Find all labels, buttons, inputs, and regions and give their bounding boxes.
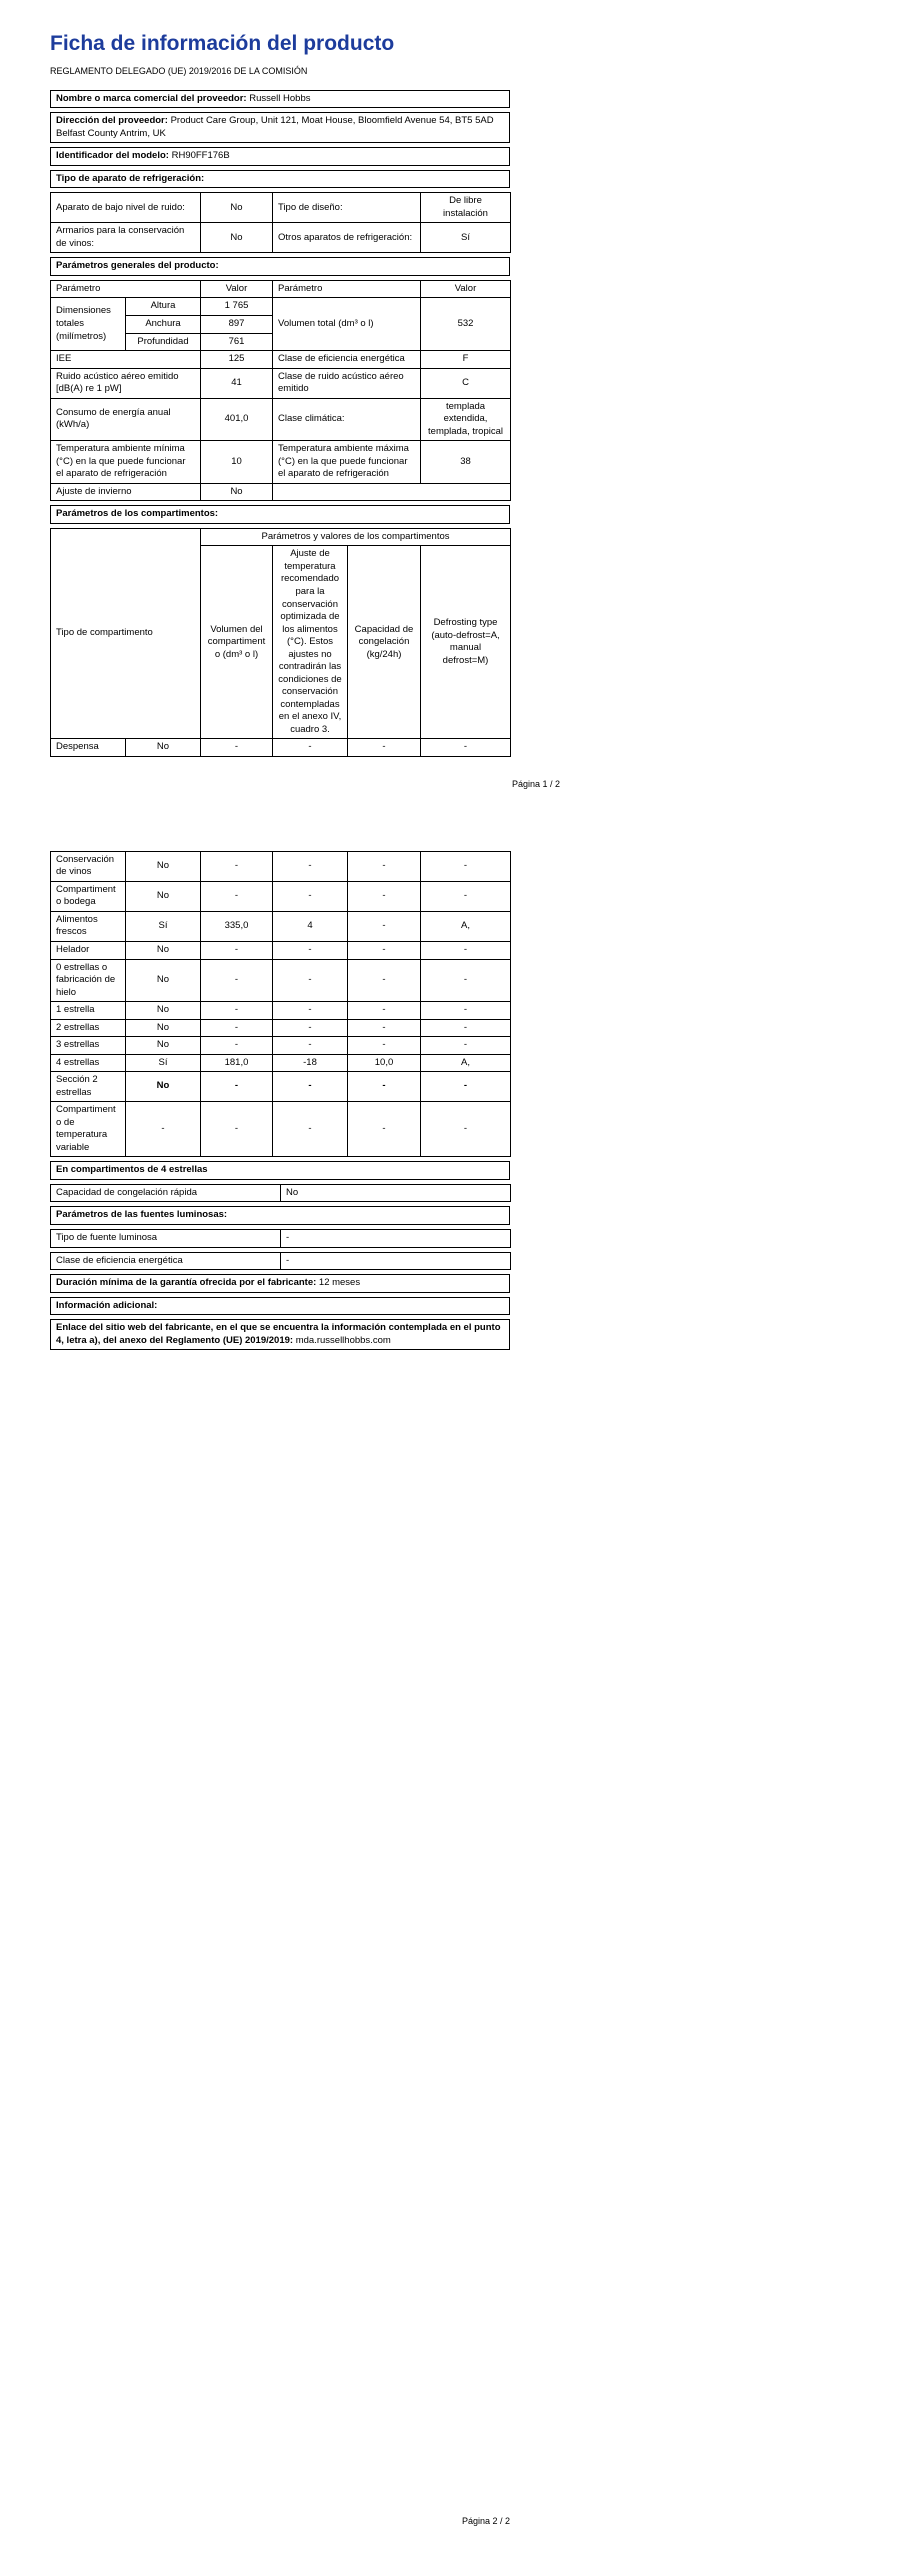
param-value: No bbox=[201, 193, 273, 223]
dimension-name: Altura bbox=[126, 298, 201, 316]
supplier-name-row bbox=[50, 90, 510, 109]
compartment-freeze: 10,0 bbox=[348, 1054, 421, 1072]
compartment-name: Helador bbox=[51, 941, 126, 959]
compartment-present: - bbox=[126, 1102, 201, 1157]
light-sources-section-header-label: Parámetros de las fuentes luminosas: bbox=[51, 1207, 510, 1225]
param-value: No bbox=[201, 223, 273, 253]
compartments-table-continued bbox=[50, 851, 511, 1158]
additional-info-section-header-label: Información adicional: bbox=[51, 1297, 510, 1315]
compartment-row bbox=[51, 881, 511, 911]
compartment-volume: - bbox=[201, 851, 273, 881]
compartment-defrost: - bbox=[421, 739, 511, 757]
param-label: Aparato de bajo nivel de ruido: bbox=[51, 193, 201, 223]
general-param-row bbox=[51, 398, 511, 441]
regulation-line: REGLAMENTO DELEGADO (UE) 2019/2016 DE LA COMISIÓN bbox=[50, 65, 308, 76]
param-value: F bbox=[421, 351, 511, 369]
compartment-freeze: - bbox=[348, 911, 421, 941]
col-header-valor: Valor bbox=[421, 280, 511, 298]
light-source-label: Clase de eficiencia energética bbox=[51, 1252, 281, 1270]
compartment-name: Compartimento de temperatura variable bbox=[51, 1102, 126, 1157]
website-label: Enlace del sitio web del fabricante, en el que se encuentra la información contemplada en el punto 4, letra a), del anexo del Reglamento (UE) 2019/2019: bbox=[56, 1322, 501, 1346]
light-source-value: - bbox=[281, 1230, 511, 1248]
compartment-temp: - bbox=[273, 1072, 348, 1102]
param-label: Armarios para la conservación de vinos: bbox=[51, 223, 201, 253]
winter-setting-row bbox=[51, 483, 511, 501]
compartment-freeze: - bbox=[348, 881, 421, 911]
model-id-value: RH90FF176B bbox=[171, 150, 230, 162]
compartment-row bbox=[51, 1054, 511, 1072]
compartment-name: 0 estrellas o fabricación de hielo bbox=[51, 959, 126, 1002]
compartment-row bbox=[51, 1037, 511, 1055]
compartment-volume: - bbox=[201, 739, 273, 757]
page-2-footer: Página 2 / 2 bbox=[461, 2516, 510, 2526]
total-volume-value: 532 bbox=[421, 298, 511, 351]
col-header-compartment-type: Tipo de compartimento bbox=[51, 528, 201, 739]
compartment-temp: 4 bbox=[273, 911, 348, 941]
dimension-value: 1 765 bbox=[201, 298, 273, 316]
general-params-table bbox=[50, 280, 511, 501]
compartment-defrost: A, bbox=[421, 1054, 511, 1072]
param-value: No bbox=[201, 483, 273, 501]
general-params-section-header bbox=[50, 257, 510, 276]
compartment-name: 4 estrellas bbox=[51, 1054, 126, 1072]
col-header-volume: Volumen del compartimento (dm³ o l) bbox=[201, 546, 273, 739]
supplier-address-row bbox=[50, 112, 510, 143]
compartment-present: Sí bbox=[126, 911, 201, 941]
compartment-volume: - bbox=[201, 1102, 273, 1157]
compartment-defrost: - bbox=[421, 1002, 511, 1020]
compartment-name: 3 estrellas bbox=[51, 1037, 126, 1055]
compartments-section-header-label: Parámetros de los compartimentos: bbox=[51, 506, 510, 524]
compartment-row bbox=[51, 941, 511, 959]
page-2 bbox=[50, 851, 510, 1350]
compartment-defrost: - bbox=[421, 881, 511, 911]
compartment-present: No bbox=[126, 851, 201, 881]
page-1-footer: Página 1 / 2 bbox=[511, 778, 560, 789]
website-cell bbox=[51, 1320, 510, 1350]
compartment-name: Conservación de vinos bbox=[51, 851, 126, 881]
compartment-present: No bbox=[126, 941, 201, 959]
compartment-present: No bbox=[126, 959, 201, 1002]
param-label: Consumo de energía anual (kWh/a) bbox=[51, 398, 201, 441]
empty-cell bbox=[273, 483, 511, 501]
compartment-freeze: - bbox=[348, 851, 421, 881]
general-params-section-header-label: Parámetros generales del producto: bbox=[51, 258, 510, 276]
param-value: 10 bbox=[201, 441, 273, 484]
supplier-name-value: Russell Hobbs bbox=[249, 92, 311, 104]
compartment-temp: - bbox=[273, 881, 348, 911]
dimensions-row bbox=[51, 298, 511, 316]
param-label: Temperatura ambiente máxima (°C) en la que puede funcionar el aparato de refrigeración bbox=[273, 441, 421, 484]
param-value: templada extendida, templada, tropical bbox=[421, 398, 511, 441]
param-value: 38 bbox=[421, 441, 511, 484]
model-id-label: Identificador del modelo: bbox=[56, 150, 169, 162]
compartment-row bbox=[51, 911, 511, 941]
compartment-defrost: A, bbox=[421, 911, 511, 941]
light-source-value: - bbox=[281, 1252, 511, 1270]
param-label: IEE bbox=[51, 351, 201, 369]
website-value: mda.russellhobbs.com bbox=[295, 1334, 391, 1346]
param-value: Sí bbox=[421, 223, 511, 253]
param-label: Clase climática: bbox=[273, 398, 421, 441]
appliance-type-section-header-label: Tipo de aparato de refrigeración: bbox=[51, 170, 510, 188]
col-header-temp-setting: Ajuste de temperatura recomendado para la conservación optimizada de los alimentos (°C). Estos ajustes no contradirán las condiciones de conservación contempladas en el anexo IV, cuadro 3. bbox=[273, 546, 348, 739]
param-value: De libre instalación bbox=[421, 193, 511, 223]
additional-info-section-header bbox=[50, 1297, 510, 1316]
compartment-freeze: - bbox=[348, 739, 421, 757]
compartment-volume: 335,0 bbox=[201, 911, 273, 941]
light-source-row bbox=[50, 1252, 511, 1271]
compartment-freeze: - bbox=[348, 1002, 421, 1020]
dimension-value: 761 bbox=[201, 333, 273, 351]
appliance-type-row bbox=[51, 193, 511, 223]
compartment-temp: - bbox=[273, 739, 348, 757]
compartment-temp: - bbox=[273, 1002, 348, 1020]
compartment-row bbox=[51, 851, 511, 881]
compartment-name: Despensa bbox=[51, 739, 126, 757]
compartment-volume: - bbox=[201, 959, 273, 1002]
compartments-section-header bbox=[50, 505, 510, 524]
dimensions-label: Dimensiones totales (milímetros) bbox=[51, 298, 126, 351]
general-param-row bbox=[51, 351, 511, 369]
param-value: 125 bbox=[201, 351, 273, 369]
compartment-volume: - bbox=[201, 941, 273, 959]
compartment-present: No bbox=[126, 739, 201, 757]
appliance-type-row bbox=[51, 223, 511, 253]
four-star-section-header bbox=[50, 1161, 510, 1180]
param-label: Tipo de diseño: bbox=[273, 193, 421, 223]
four-star-section-header-label: En compartimentos de 4 estrellas bbox=[51, 1162, 510, 1180]
compartment-row bbox=[51, 1072, 511, 1102]
warranty-label: Duración mínima de la garantía ofrecida por el fabricante: bbox=[56, 1277, 317, 1289]
compartment-name: Alimentos frescos bbox=[51, 911, 126, 941]
compartment-row bbox=[51, 1102, 511, 1157]
appliance-type-section-header bbox=[50, 170, 510, 189]
compartment-temp: - bbox=[273, 1102, 348, 1157]
model-id-row bbox=[50, 147, 510, 166]
compartment-freeze: - bbox=[348, 941, 421, 959]
compartment-temp: - bbox=[273, 959, 348, 1002]
param-value: 41 bbox=[201, 368, 273, 398]
compartment-present: No bbox=[126, 881, 201, 911]
supplier-address-value: Product Care Group, Unit 121, Moat House, Bloomfield Avenue 54, BT5 5AD Belfast County Antrim, UK bbox=[56, 115, 494, 139]
model-id-cell bbox=[51, 148, 510, 166]
compartment-freeze: - bbox=[348, 1037, 421, 1055]
dimension-name: Anchura bbox=[126, 315, 201, 333]
supplier-address-label: Dirección del proveedor: bbox=[56, 115, 168, 127]
compartment-freeze: - bbox=[348, 1072, 421, 1102]
compartment-row bbox=[51, 959, 511, 1002]
compartment-present: Sí bbox=[126, 1054, 201, 1072]
param-label: Ajuste de invierno bbox=[51, 483, 201, 501]
param-label: Temperatura ambiente mínima (°C) en la que puede funcionar el aparato de refrigeración bbox=[51, 441, 201, 484]
compartment-volume: - bbox=[201, 1019, 273, 1037]
page-1 bbox=[50, 0, 560, 791]
warranty-cell bbox=[51, 1275, 510, 1293]
light-source-label: Tipo de fuente luminosa bbox=[51, 1230, 281, 1248]
compartments-span-header-row bbox=[51, 528, 511, 546]
warranty-row bbox=[50, 1274, 510, 1293]
col-header-parametro: Parámetro bbox=[51, 280, 201, 298]
compartment-temp: - bbox=[273, 941, 348, 959]
compartment-row bbox=[51, 1019, 511, 1037]
total-volume-label: Volumen total (dm³ o l) bbox=[273, 298, 421, 351]
param-label: Clase de eficiencia energética bbox=[273, 351, 421, 369]
compartments-span-header: Parámetros y valores de los compartimentos bbox=[201, 528, 511, 546]
compartment-volume: - bbox=[201, 1002, 273, 1020]
compartment-name: 2 estrellas bbox=[51, 1019, 126, 1037]
compartment-present: No bbox=[126, 1037, 201, 1055]
col-header-valor: Valor bbox=[201, 280, 273, 298]
compartment-defrost: - bbox=[421, 1072, 511, 1102]
compartment-freeze: - bbox=[348, 1019, 421, 1037]
compartment-volume: - bbox=[201, 881, 273, 911]
param-value: 401,0 bbox=[201, 398, 273, 441]
dimension-name: Profundidad bbox=[126, 333, 201, 351]
compartment-defrost: - bbox=[421, 1019, 511, 1037]
compartment-present: No bbox=[126, 1002, 201, 1020]
compartment-defrost: - bbox=[421, 851, 511, 881]
compartment-temp: - bbox=[273, 1037, 348, 1055]
col-header-parametro: Parámetro bbox=[273, 280, 421, 298]
compartment-freeze: - bbox=[348, 959, 421, 1002]
compartment-volume: - bbox=[201, 1037, 273, 1055]
compartments-table bbox=[50, 528, 511, 757]
supplier-name-label: Nombre o marca comercial del proveedor: bbox=[56, 92, 247, 104]
param-value: C bbox=[421, 368, 511, 398]
compartment-volume: - bbox=[201, 1072, 273, 1102]
compartment-row bbox=[51, 739, 511, 757]
light-sources-section-header bbox=[50, 1206, 510, 1225]
supplier-name-cell bbox=[51, 90, 510, 108]
general-params-header-row bbox=[51, 280, 511, 298]
compartment-temp: - bbox=[273, 1019, 348, 1037]
light-source-row bbox=[50, 1229, 511, 1248]
page-title: Ficha de información del producto bbox=[50, 32, 395, 55]
compartment-name: 1 estrella bbox=[51, 1002, 126, 1020]
param-label: Otros aparatos de refrigeración: bbox=[273, 223, 421, 253]
fast-freeze-label: Capacidad de congelación rápida bbox=[51, 1184, 281, 1202]
param-label: Ruido acústico aéreo emitido [dB(A) re 1 pW] bbox=[51, 368, 201, 398]
compartment-present: No bbox=[126, 1072, 201, 1102]
website-row bbox=[50, 1319, 510, 1350]
warranty-value: 12 meses bbox=[318, 1277, 361, 1289]
compartment-name: Sección 2 estrellas bbox=[51, 1072, 126, 1102]
compartment-defrost: - bbox=[421, 1037, 511, 1055]
compartment-name: Compartimento bodega bbox=[51, 881, 126, 911]
compartment-row bbox=[51, 1002, 511, 1020]
col-header-freezing-capacity: Capacidad de congelación (kg/24h) bbox=[348, 546, 421, 739]
general-param-row bbox=[51, 368, 511, 398]
col-header-defrosting-type: Defrosting type (auto-defrost=A, manual defrost=M) bbox=[421, 546, 511, 739]
compartment-defrost: - bbox=[421, 959, 511, 1002]
fast-freeze-value: No bbox=[281, 1184, 511, 1202]
general-param-row bbox=[51, 441, 511, 484]
compartment-freeze: - bbox=[348, 1102, 421, 1157]
compartment-present: No bbox=[126, 1019, 201, 1037]
compartment-temp: - bbox=[273, 851, 348, 881]
compartment-temp: -18 bbox=[273, 1054, 348, 1072]
appliance-type-table bbox=[50, 192, 511, 253]
fast-freeze-row bbox=[50, 1184, 511, 1203]
compartment-volume: 181,0 bbox=[201, 1054, 273, 1072]
compartment-defrost: - bbox=[421, 1102, 511, 1157]
compartment-defrost: - bbox=[421, 941, 511, 959]
dimension-value: 897 bbox=[201, 315, 273, 333]
param-label: Clase de ruido acústico aéreo emitido bbox=[273, 368, 421, 398]
supplier-address-cell bbox=[51, 113, 510, 143]
